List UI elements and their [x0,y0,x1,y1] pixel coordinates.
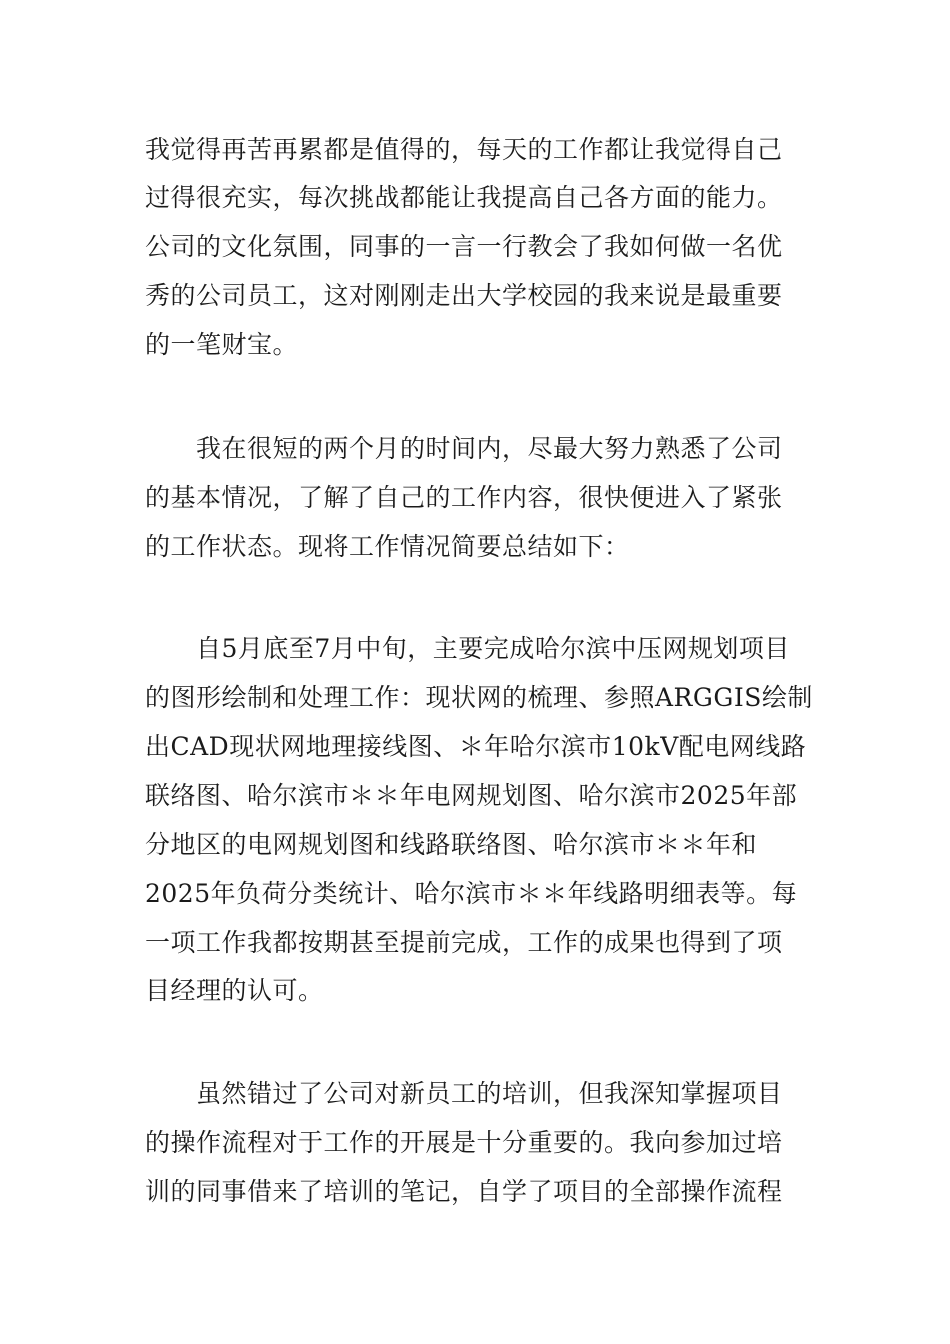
paragraph-3-line-3: 出CAD现状网地理接线图、＊年哈尔滨市10kV配电网线路 [145,732,807,761]
paragraph-3-line-7: 一项工作我都按期甚至提前完成，工作的成果也得到了项 [145,928,783,957]
paragraph-2-line-3: 的工作状态。现将工作情况简要总结如下： [145,532,630,561]
paragraph-3-line-8: 目经理的认可。 [145,976,324,1005]
paragraph-4-line-3: 训的同事借来了培训的笔记，自学了项目的全部操作流程 [145,1177,783,1206]
paragraph-2-line-2: 的基本情况，了解了自己的工作内容，很快便进入了紧张 [145,483,783,512]
paragraph-3-line-4: 联络图、哈尔滨市＊＊年电网规划图、哈尔滨市2025年部 [145,781,798,810]
paragraph-1-line-1: 我觉得再苦再累都是值得的，每天的工作都让我觉得自己 [145,135,783,164]
paragraph-3-line-5: 分地区的电网规划图和线路联络图、哈尔滨市＊＊年和 [145,830,758,859]
paragraph-4-line-2: 的操作流程对于工作的开展是十分重要的。我向参加过培 [145,1128,783,1157]
paragraph-3-line-1: 自5月底至7月中旬，主要完成哈尔滨中压网规划项目 [196,634,790,663]
paragraph-1-line-3: 公司的文化氛围，同事的一言一行教会了我如何做一名优 [145,232,783,261]
paragraph-3-line-6: 2025年负荷分类统计、哈尔滨市＊＊年线路明细表等。每 [145,879,798,908]
paragraph-4-line-1: 虽然错过了公司对新员工的培训，但我深知掌握项目 [196,1079,783,1108]
paragraph-1-line-5: 的一笔财宝。 [145,330,299,359]
paragraph-1-line-4: 秀的公司员工，这对刚刚走出大学校园的我来说是最重要 [145,281,783,310]
paragraph-1-line-2: 过得很充实，每次挑战都能让我提高自己各方面的能力。 [145,183,783,212]
paragraph-2-line-1: 我在很短的两个月的时间内，尽最大努力熟悉了公司 [196,434,783,463]
paragraph-3-line-2: 的图形绘制和处理工作：现状网的梳理、参照ARGGIS绘制 [145,683,813,712]
